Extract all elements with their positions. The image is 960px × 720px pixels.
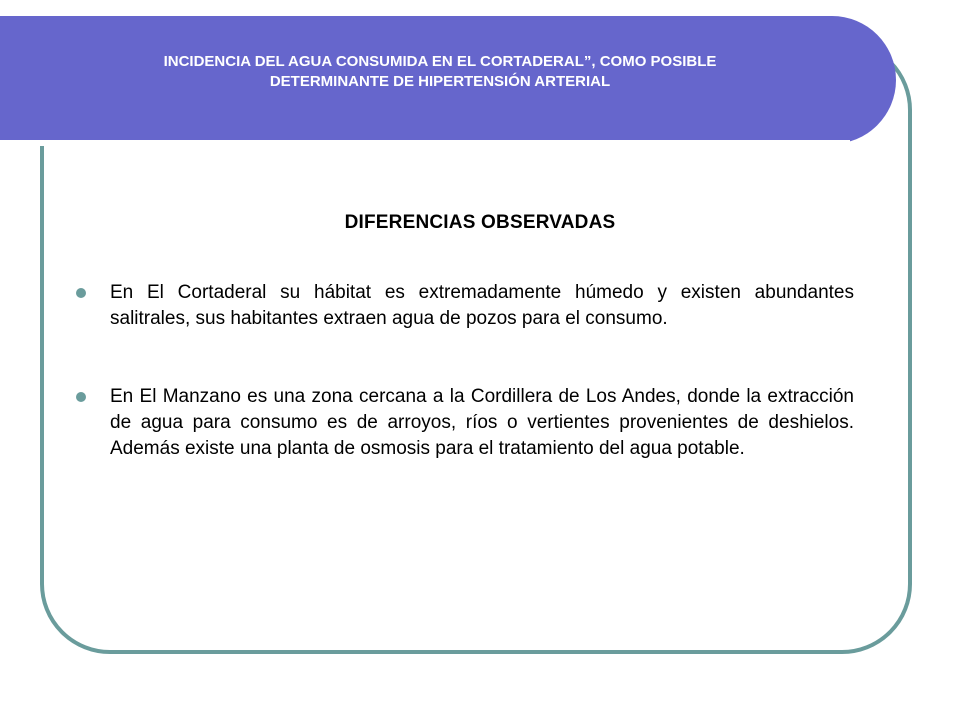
bullet-text: En El Cortaderal su hábitat es extremadamente húmedo y existen abundantes salitrales, sus habitantes extraen agua de pozos para el consumo. [110, 282, 854, 329]
bullet-icon [76, 288, 86, 298]
bullet-item-cortaderal [74, 280, 854, 332]
slide-title [40, 52, 840, 92]
bullet-icon [76, 392, 86, 402]
slide-title-line-2: DETERMINANTE DE HIPERTENSIÓN ARTERIAL [269, 73, 611, 90]
bullet-list [74, 280, 854, 514]
section-heading: DIFERENCIAS OBSERVADAS [344, 212, 616, 233]
title-underline [0, 140, 850, 146]
slide-title-line-1: INCIDENCIA DEL AGUA CONSUMIDA EN EL CORTADERAL”, COMO POSIBLE [163, 53, 717, 70]
bullet-text: En El Manzano es una zona cercana a la Cordillera de Los Andes, donde la extracción de agua para consumo es de arroyos, ríos o vertientes provenientes de deshielos. Además existe una planta de osmosis para el tratamiento del agua potable. [110, 386, 854, 459]
bullet-item-manzano [74, 384, 854, 462]
